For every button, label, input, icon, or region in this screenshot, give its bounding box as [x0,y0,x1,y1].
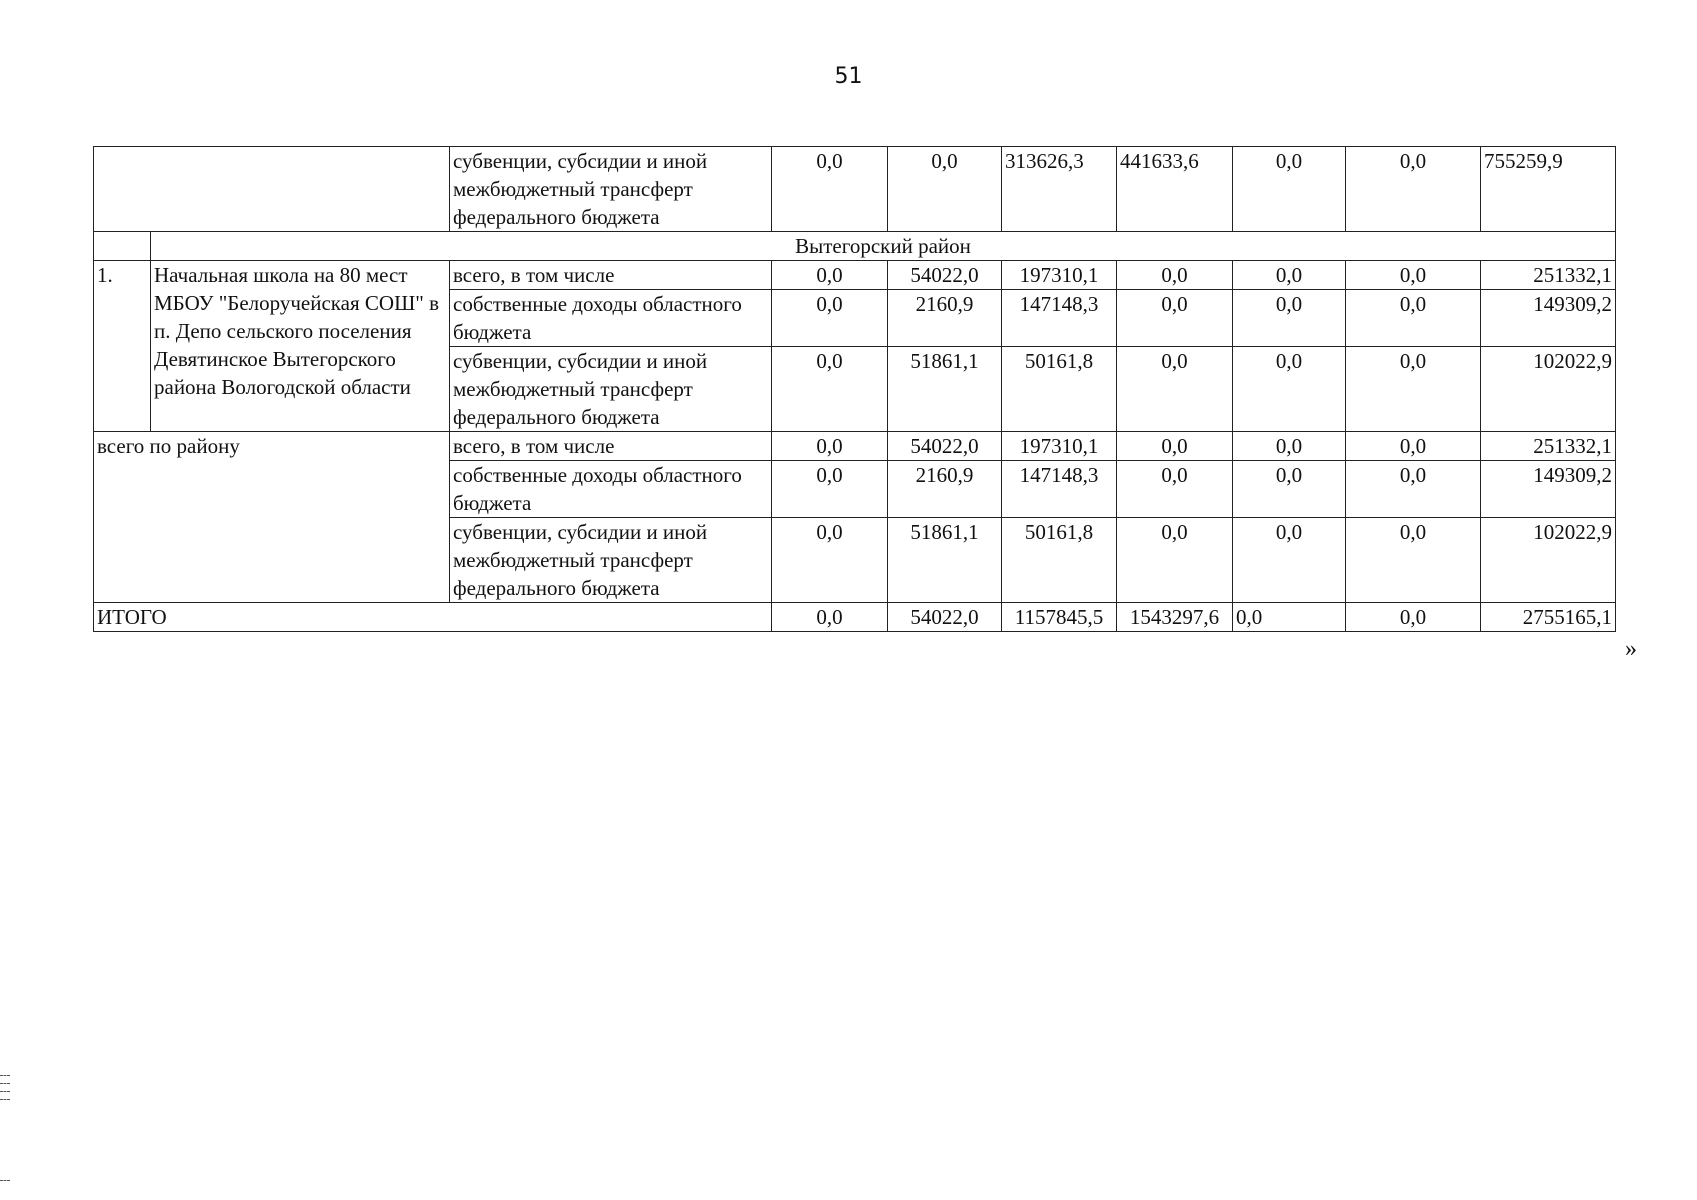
value-cell: 0,0 [772,290,888,347]
value-cell: 313626,3 [1002,147,1117,232]
empty-cell [94,232,151,261]
value-cell: 0,0 [1346,461,1481,518]
row-label: субвенции, субсидии и иной межбюджетный трансферт федерального бюджета [450,347,772,432]
row-label: всего, в том числе [450,432,772,461]
value-cell: 0,0 [1233,518,1346,603]
value-cell: 0,0 [1346,518,1481,603]
value-cell: 0,0 [1346,147,1481,232]
value-cell: 102022,9 [1481,347,1616,432]
value-cell: 251332,1 [1481,432,1616,461]
value-cell: 0,0 [1233,290,1346,347]
value-cell: 0,0 [1346,432,1481,461]
district-title: Вытегорский район [151,232,1616,261]
value-cell: 0,0 [888,147,1002,232]
value-cell: 0,0 [1117,518,1233,603]
value-cell: 0,0 [1117,261,1233,290]
value-cell: 0,0 [772,261,888,290]
table-row [94,432,1616,461]
project-name: Начальная школа на 80 мест МБОУ "Белоручейская СОШ" в п. Депо сельского поселения Девятинское Вытегорского района Вологодской области [151,261,450,432]
project-number: 1. [94,261,151,432]
district-total-label: всего по району [94,432,450,603]
table-row [94,147,1616,232]
value-cell: 0,0 [1117,432,1233,461]
value-cell: 755259,9 [1481,147,1616,232]
margin-scan-mark [0,1099,10,1100]
value-cell: 54022,0 [888,261,1002,290]
value-cell: 0,0 [772,603,888,632]
value-cell: 0,0 [772,347,888,432]
margin-scan-mark [0,1180,10,1181]
value-cell: 149309,2 [1481,290,1616,347]
value-cell: 0,0 [1233,603,1346,632]
row-label: всего, в том числе [450,261,772,290]
row-label: собственные доходы областного бюджета [450,461,772,518]
value-cell: 0,0 [772,432,888,461]
value-cell: 251332,1 [1481,261,1616,290]
value-cell: 51861,1 [888,347,1002,432]
value-cell: 197310,1 [1002,261,1117,290]
value-cell: 0,0 [1233,461,1346,518]
value-cell: 0,0 [1233,261,1346,290]
value-cell: 0,0 [1233,432,1346,461]
value-cell: 147148,3 [1002,290,1117,347]
value-cell: 0,0 [772,461,888,518]
value-cell: 0,0 [1117,290,1233,347]
grand-total-label: ИТОГО [94,603,772,632]
value-cell: 441633,6 [1117,147,1233,232]
grand-total-row [94,603,1616,632]
value-cell: 50161,8 [1002,518,1117,603]
margin-scan-mark [0,1075,10,1076]
value-cell: 0,0 [772,518,888,603]
value-cell: 0,0 [772,147,888,232]
margin-scan-mark [0,1091,10,1092]
value-cell: 1543297,6 [1117,603,1233,632]
value-cell: 0,0 [1117,347,1233,432]
value-cell: 0,0 [1117,461,1233,518]
value-cell: 102022,9 [1481,518,1616,603]
table-row [94,261,1616,290]
value-cell: 2755165,1 [1481,603,1616,632]
value-cell: 51861,1 [888,518,1002,603]
value-cell: 197310,1 [1002,432,1117,461]
value-cell: 0,0 [1346,290,1481,347]
margin-scan-mark [0,1083,10,1084]
value-cell: 0,0 [1346,603,1481,632]
empty-cell [94,147,450,232]
value-cell: 54022,0 [888,603,1002,632]
value-cell: 0,0 [1346,261,1481,290]
value-cell: 1157845,5 [1002,603,1117,632]
value-cell: 0,0 [1346,347,1481,432]
value-cell: 54022,0 [888,432,1002,461]
value-cell: 50161,8 [1002,347,1117,432]
value-cell: 0,0 [1233,347,1346,432]
row-label: субвенции, субсидии и иной межбюджетный трансферт федерального бюджета [450,518,772,603]
district-header-row [94,232,1616,261]
budget-table [93,146,1616,632]
value-cell: 0,0 [1233,147,1346,232]
row-label: субвенции, субсидии и иной межбюджетный трансферт федерального бюджета [450,147,772,232]
value-cell: 2160,9 [888,290,1002,347]
closing-quote-mark: » [1625,636,1637,662]
value-cell: 149309,2 [1481,461,1616,518]
page-number: 51 [834,64,863,89]
value-cell: 147148,3 [1002,461,1117,518]
value-cell: 2160,9 [888,461,1002,518]
row-label: собственные доходы областного бюджета [450,290,772,347]
